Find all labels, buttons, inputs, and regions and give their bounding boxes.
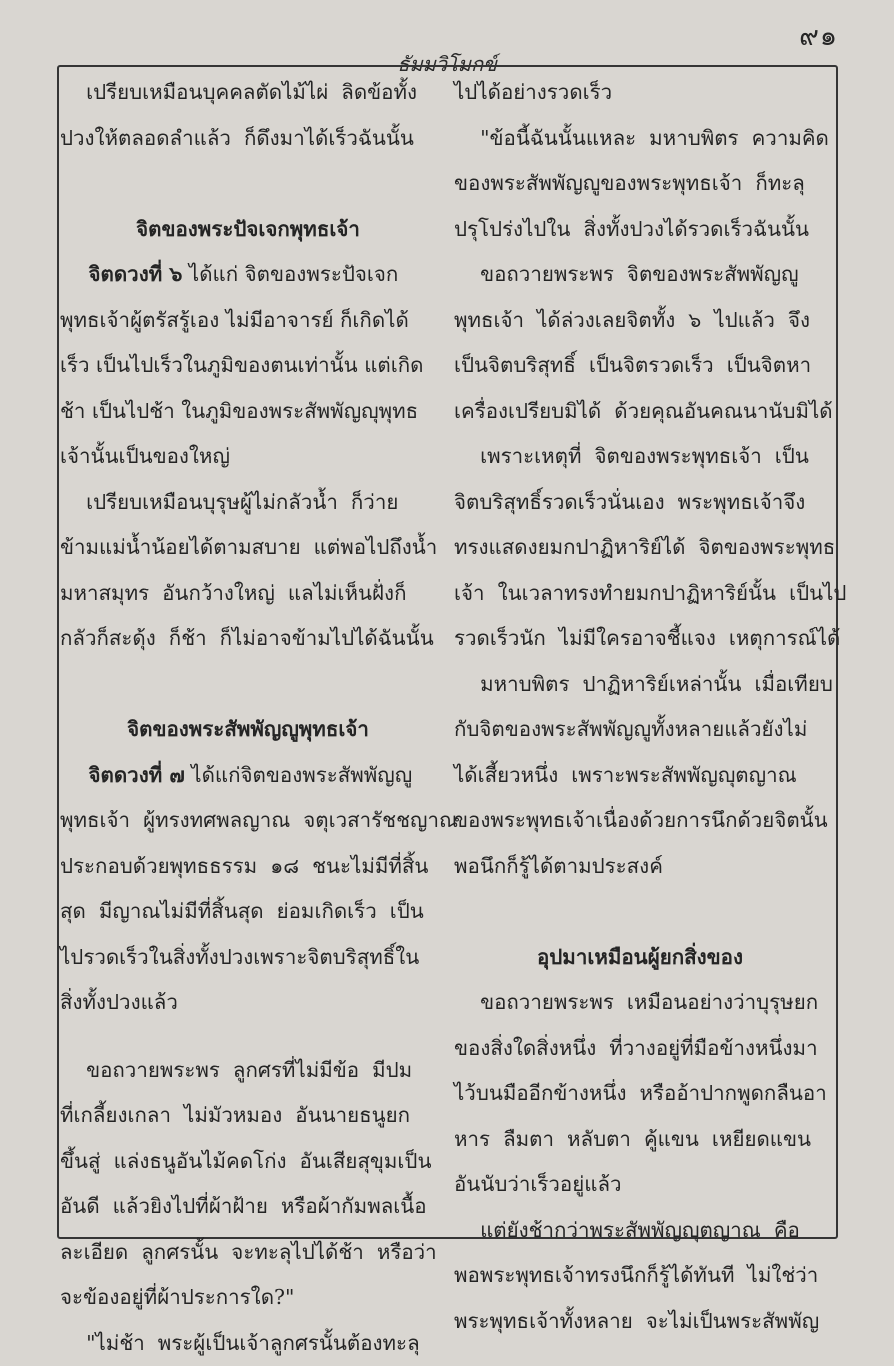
lead-text: ได้แก่ จิตของพระปัจเจก [182,262,398,286]
paragraph-line: มหาสมุทร อันกว้างใหญ่ แลไม่เห็นฝั่งก็ [60,571,436,617]
paragraph-line: ของสิ่งใดสิ่งหนึ่ง ที่วางอยู่ที่มือข้างหนึ่งมา [454,1026,826,1072]
paragraph-line: สิ่งทั้งปวงแล้ว [60,980,436,1026]
paragraph-line: พระพุทธเจ้าทั้งหลาย จะไม่เป็นพระสัพพัญ [454,1299,826,1345]
paragraph-line: เปรียบเหมือนบุรุษผู้ไม่กลัวน้ำ ก็ว่าย [60,480,436,526]
paragraph-line: แต่ยังช้ากว่าพระสัพพัญญุตญาณ คือ [454,1208,826,1254]
paragraph-line: ขอถวายพระพร ลูกศรที่ไม่มีข้อ มีปม [60,1048,436,1094]
page-number: ๙๑ [799,14,838,57]
lead-text: ได้แก่จิตของพระสัพพัญญู [185,763,412,787]
paragraph-line: สุด มีญาณไม่มีที่สิ้นสุด ย่อมเกิดเร็ว เป็น [60,889,436,935]
paragraph-line: พุทธเจ้า ผู้ทรงทศพลญาณ จตุเวสารัชชญาณ [60,798,436,844]
paragraph-line: ประกอบด้วยพุทธธรรม ๑๘ ชนะไม่มีที่สิ้น [60,844,436,890]
paragraph-line: อันนับว่าเร็วอยู่แล้ว [454,1162,826,1208]
paragraph-line [60,753,436,799]
paragraph-line: ไว้บนมืออีกข้างหนึ่ง หรืออ้าปากพูดกลืนอา [454,1071,826,1117]
section-heading: จิตของพระปัจเจกพุทธเจ้า [60,207,436,253]
spacer [60,662,436,708]
paragraph-line: เจ้า ในเวลาทรงทำยมกปาฏิหาริย์นั้น เป็นไป [454,571,826,617]
spacer [454,889,826,935]
paragraph-line: เป็นจิตบริสุทธิ์ เป็นจิตรวดเร็ว เป็นจิตหา [454,343,826,389]
paragraph-line: ข้ามแม่น้ำน้อยได้ตามสบาย แต่พอไปถึงน้ำ [60,525,436,571]
left-text-column [60,70,436,1272]
paragraph-line: "ข้อนี้ฉันนั้นแหละ มหาบพิตร ความคิด [454,116,826,162]
paragraph-line: ไปรวดเร็วในสิ่งทั้งปวงเพราะจิตบริสุทธิ์ใน [60,935,436,981]
spacer [60,1026,436,1048]
paragraph-line: ปวงให้ตลอดลำแล้ว ก็ดึงมาได้เร็วฉันนั้น [60,116,436,162]
paragraph-line: พอพระพุทธเจ้าทรงนึกก็รู้ได้ทันที ไม่ใช่ว่า [454,1253,826,1299]
paragraph-line: เปรียบเหมือนบุคคลตัดไม้ไผ่ ลิดข้อทั้ง [60,70,436,116]
lead-label: จิตดวงที่ ๖ [60,262,182,286]
paragraph-line: กลัวก็สะดุ้ง ก็ช้า ก็ไม่อาจข้ามไปได้ฉันนั้น [60,616,436,662]
paragraph-line: ทรงแสดงยมกปาฏิหาริย์ได้ จิตของพระพุทธ [454,525,826,571]
lead-label: จิตดวงที่ ๗ [60,763,185,787]
section-heading: อุปมาเหมือนผู้ยกสิ่งของ [454,935,826,981]
paragraph-line: ไปได้อย่างรวดเร็ว [454,70,826,116]
paragraph-line: "ไม่ช้า พระผู้เป็นเจ้าลูกศรนั้นต้องทะลุ [60,1321,436,1366]
paragraph-line: ขึ้นสู่ แล่งธนูอันไม้คดโก่ง อันเสียสุขุมเป็น [60,1139,436,1185]
paragraph-line: หาร ลืมตา หลับตา คู้แขน เหยียดแขน [454,1117,826,1163]
right-text-column [454,70,826,1272]
paragraph-line: อันดี แล้วยิงไปที่ผ้าฝ้าย หรือผ้ากัมพลเนื้อ [60,1184,436,1230]
paragraph-line: ละเอียด ลูกศรนั้น จะทะลุไปได้ช้า หรือว่า [60,1230,436,1276]
paragraph-line: เร็ว เป็นไปเร็วในภูมิของตนเท่านั้น แต่เกิด [60,343,436,389]
paragraph-line: จิตบริสุทธิ์รวดเร็วนั่นเอง พระพุทธเจ้าจึง [454,480,826,526]
paragraph-line: พอนึกก็รู้ได้ตามประสงค์ [454,844,826,890]
paragraph-line: พุทธเจ้า ได้ล่วงเลยจิตทั้ง ๖ ไปแล้ว จึง [454,298,826,344]
paragraph-line: ขอถวายพระพร เหมือนอย่างว่าบุรุษยก [454,980,826,1026]
paragraph-line: ของพระสัพพัญญูของพระพุทธเจ้า ก็ทะลุ [454,161,826,207]
paragraph-line: เครื่องเปรียบมิได้ ด้วยคุณอันคณนานับมิได้ [454,389,826,435]
running-header: ธัมมวิโมกข์ [0,48,894,80]
paragraph-line: รวดเร็วนัก ไม่มีใครอาจชี้แจง เหตุการณ์ได้ [454,616,826,662]
spacer [60,161,436,207]
paragraph-line: ที่เกลี้ยงเกลา ไม่มัวหมอง อันนายธนูยก [60,1093,436,1139]
paragraph-line: กับจิตของพระสัพพัญญูทั้งหลายแล้วยังไม่ [454,707,826,753]
paragraph-line: เจ้านั้นเป็นของใหญ่ [60,434,436,480]
paragraph-line [60,252,436,298]
section-heading: จิตของพระสัพพัญญูพุทธเจ้า [60,707,436,753]
paragraph-line: ขอถวายพระพร จิตของพระสัพพัญญู [454,252,826,298]
paragraph-line: จะข้องอยู่ที่ผ้าประการใด?" [60,1275,436,1321]
paragraph-line: พุทธเจ้าผู้ตรัสรู้เอง ไม่มีอาจารย์ ก็เกิดได้ [60,298,436,344]
paragraph-line: มหาบพิตร ปาฏิหาริย์เหล่านั้น เมื่อเทียบ [454,662,826,708]
paragraph-line: ของพระพุทธเจ้าเนื่องด้วยการนึกด้วยจิตนั้น [454,798,826,844]
paragraph-line: ช้า เป็นไปช้า ในภูมิของพระสัพพัญญุพุทธ [60,389,436,435]
paragraph-line: ปรุโปร่งไปใน สิ่งทั้งปวงได้รวดเร็วฉันนั้น [454,207,826,253]
paragraph-line: เพราะเหตุที่ จิตของพระพุทธเจ้า เป็น [454,434,826,480]
paragraph-line: ได้เสี้ยวหนึ่ง เพราะพระสัพพัญญุตญาณ [454,753,826,799]
